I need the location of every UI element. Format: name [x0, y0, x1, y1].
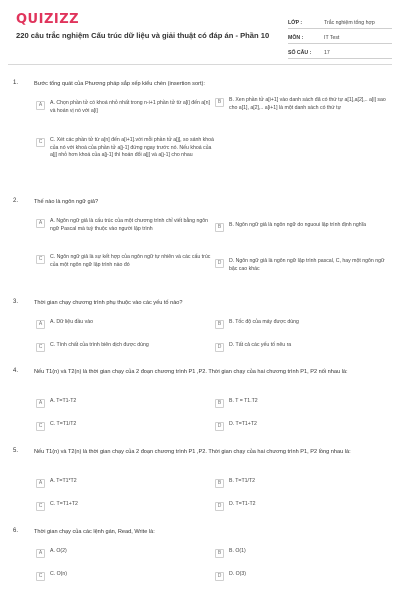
option-c[interactable] [36, 501, 216, 511]
option-letter: B [215, 399, 224, 408]
option-d[interactable] [215, 501, 393, 511]
option-letter: D [215, 502, 224, 511]
option-b[interactable] [215, 398, 393, 408]
option-letter: C [36, 138, 45, 147]
meta-row-class [288, 14, 392, 29]
option-d[interactable] [215, 571, 393, 581]
option-text: A. O(2) [50, 548, 67, 554]
option-a[interactable] [36, 478, 216, 488]
option-c[interactable] [36, 137, 216, 160]
option-text: D. T=T1-T2 [229, 501, 256, 507]
option-c[interactable] [36, 571, 216, 581]
option-text: A. T=T1-T2 [50, 398, 77, 404]
option-letter: D [215, 343, 224, 352]
option-a[interactable] [36, 100, 216, 115]
option-a[interactable] [36, 398, 216, 408]
option-letter: A [36, 399, 45, 408]
question-number: 1. [13, 80, 19, 86]
option-letter: A [36, 479, 45, 488]
option-text: C. O(n) [50, 571, 68, 577]
question-text: Bước tổng quát của Phương pháp sắp xếp kiểu chèn (insertion sort): [34, 81, 205, 87]
option-letter: A [36, 101, 45, 110]
option-letter: A [36, 320, 45, 329]
bottom-fade [0, 590, 400, 600]
option-b[interactable] [215, 222, 393, 232]
option-text: C. Xét các phần tử từ a[n] đến a[i+1].với mỗi phần tử a[j], so sánh khoá của nó với khoá của phần tử a[j-1] đứng ngay trước nó. Nếu khoá của a[j] nhỏ hơn khoá của a[j-1] thì hoán đổi a[j] và a[j-1] cho nhau [50, 137, 214, 159]
option-letter: B [215, 479, 224, 488]
option-b[interactable] [215, 478, 393, 488]
meta-key: MÔN : [288, 35, 304, 41]
question-text: Thời gian chạy của các lệnh gán, Read, Write là: [34, 529, 155, 535]
option-text: A. Chọn phần tử có khoá nhỏ nhất trong n-i+1 phần tử từ a[i] đến a[n] và hoán vị nó với a[i] [50, 100, 210, 114]
header-divider [8, 64, 392, 65]
meta-table [288, 14, 392, 59]
option-letter: B [215, 223, 224, 232]
page-title: 220 câu trắc nghiệm Cấu trúc dữ liệu và giải thuật có đáp án - Phần 10 [16, 31, 270, 40]
option-c[interactable] [36, 421, 216, 431]
option-letter: D [215, 422, 224, 431]
question-number: 2. [13, 198, 19, 204]
meta-value: IT Test [324, 35, 340, 41]
option-text: D. O(3) [229, 571, 247, 577]
option-text: B. Tốc độ của máy được dùng [229, 319, 299, 325]
meta-row-subject [288, 29, 392, 44]
option-text: B. Ngôn ngữ giả là ngôn ngữ do nguoui lập trình định nghĩa [229, 222, 367, 228]
option-letter: B [215, 549, 224, 558]
option-text: C. T=T1+T2 [50, 501, 78, 507]
option-text: B. O(1) [229, 548, 246, 554]
option-letter: C [36, 572, 45, 581]
option-c[interactable] [36, 254, 216, 269]
option-c[interactable] [36, 342, 216, 352]
option-text: B. Xen phần tử a[i+1] vào danh sách đã có thứ tự a[1],a[2],.. a[i] sao cho a[1], a[2],.. a[i+1] là một danh sách có thứ tự [229, 97, 386, 111]
option-text: B. T=T1/T2 [229, 478, 255, 484]
option-text: A. T=T1*T2 [50, 478, 77, 484]
meta-key: SỐ CÂU : [288, 50, 312, 56]
option-text: D. T=T1+T2 [229, 421, 257, 427]
option-letter: D [215, 572, 224, 581]
option-text: B. T = T1.T2 [229, 398, 258, 404]
question-number: 3. [13, 299, 19, 305]
meta-value: 17 [324, 50, 330, 56]
option-b[interactable] [215, 319, 393, 329]
option-letter: C [36, 343, 45, 352]
option-letter: D [215, 259, 224, 268]
worksheet-header [0, 0, 400, 60]
question-number: 4. [13, 368, 19, 374]
option-d[interactable] [215, 342, 393, 352]
meta-key: LỚP : [288, 20, 303, 26]
meta-value: Trắc nghiệm tổng hợp [324, 20, 375, 26]
option-a[interactable] [36, 319, 216, 329]
meta-row-count [288, 44, 392, 59]
question-text: Thời gian chạy chương trình phụ thuộc vào các yếu tố nào? [34, 300, 183, 306]
option-text: C. Tính chất của trình biên dịch được dùng [50, 342, 149, 348]
option-text: D. Tất cả các yếu tố nêu ra [229, 342, 292, 348]
option-letter: B [215, 98, 224, 107]
option-text: D. Ngôn ngữ giả là ngôn ngữ lập trình pascal, C, hay một ngôn ngữ bậc cao khác [229, 258, 385, 272]
option-d[interactable] [215, 258, 393, 273]
option-letter: B [215, 320, 224, 329]
option-text: A. Dữ liệu đầu vào [50, 319, 93, 325]
option-text: C. T=T1/T2 [50, 421, 77, 427]
question-text: Nếu T1(n) và T2(n) là thời gian chạy của 2 đoạn chương trình P1 ,P2. Thời gian chạy của hai chương trình P1, P2 nối nhau là: [34, 369, 348, 375]
option-a[interactable] [36, 218, 216, 233]
quizizz-logo: QUIZIZZ [16, 12, 80, 27]
option-b[interactable] [215, 548, 393, 558]
question-number: 5. [13, 448, 19, 454]
option-letter: C [36, 422, 45, 431]
option-b[interactable] [215, 97, 393, 112]
option-text: C. Ngôn ngữ giả là sự kết hợp của ngôn ngữ tự nhiên và các cấu trúc của một ngôn ngữ lập trình nào đó [50, 254, 211, 268]
option-a[interactable] [36, 548, 216, 558]
option-letter: A [36, 549, 45, 558]
question-text: Nếu T1(n) và T2(n) là thời gian chạy của 2 đoạn chương trình P1 ,P2. Thời gian chạy của hai chương trình P1, P2 lồng nhau là: [34, 449, 351, 455]
option-d[interactable] [215, 421, 393, 431]
option-letter: A [36, 219, 45, 228]
option-letter: C [36, 255, 45, 264]
option-text: A. Ngôn ngữ giả là cấu trúc của một chương trình chỉ viết bằng ngôn ngữ Pascal mà tuỳ thuộc vào người lập trình [50, 218, 208, 232]
question-number: 6. [13, 528, 19, 534]
question-text: Thế nào là ngôn ngữ giả? [34, 199, 99, 205]
option-letter: C [36, 502, 45, 511]
